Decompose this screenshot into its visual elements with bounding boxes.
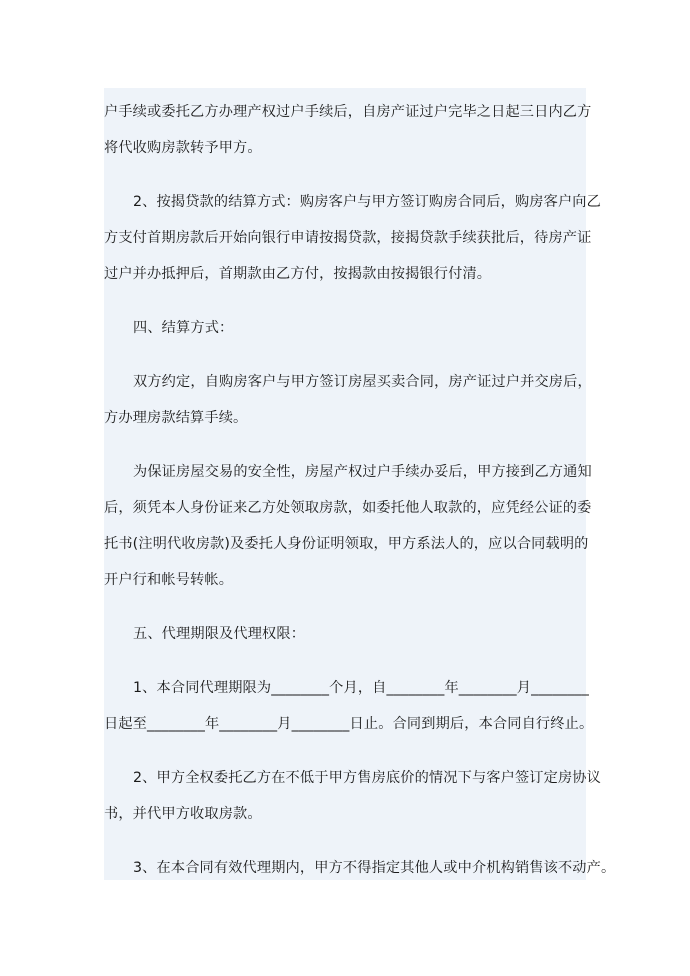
text-line: 方支付首期房款后开始向银行申请按揭贷款，接揭贷款手续获批后，待房产证 — [104, 230, 592, 246]
text-line: 为保证房屋交易的安全性，房屋产权过户手续办妥后，甲方接到乙方通知 — [133, 464, 592, 480]
text-line: 3、在本合同有效代理期内，甲方不得指定其他人或中介机构销售该不动产。 — [133, 860, 616, 876]
text-line: 户手续或委托乙方办理产权过户手续后，自房产证过户完毕之日起三日内乙方 — [104, 104, 592, 120]
text-line: 2、按揭贷款的结算方式：购房客户与甲方签订购房合同后，购房客户向乙 — [133, 194, 601, 210]
text-line: 托书(注明代收房款)及委托人身份证明领取，甲方系法人的，应以合同载明的 — [104, 536, 589, 552]
text-line: 双方约定，自购房客户与甲方签订房屋买卖合同，房产证过户并交房后， — [133, 374, 592, 390]
text-line: 后，须凭本人身份证来乙方处领取房款，如委托他人取款的，应凭经公证的委 — [104, 500, 592, 516]
text-line: 1、本合同代理期限为________个月，自________年________月________ — [133, 680, 590, 696]
section-heading: 五、代理期限及代理权限： — [133, 626, 306, 642]
text-line: 将代收购房款转予甲方。 — [104, 140, 262, 156]
section-heading: 四、结算方式： — [133, 320, 234, 336]
text-line: 开户行和帐号转帐。 — [104, 572, 234, 588]
text-line: 日起至________年________月________日止。合同到期后，本合同自行终止。 — [104, 716, 594, 732]
document-page — [104, 88, 616, 880]
text-line: 过户并办抵押后，首期款由乙方付，按揭款由按揭银行付清。 — [104, 266, 492, 282]
text-line: 2、甲方全权委托乙方在不低于甲方售房底价的情况下与客户签订定房协议 — [133, 770, 601, 786]
text-line: 方办理房款结算手续。 — [104, 410, 248, 426]
text-line: 书，并代甲方收取房款。 — [104, 806, 262, 822]
